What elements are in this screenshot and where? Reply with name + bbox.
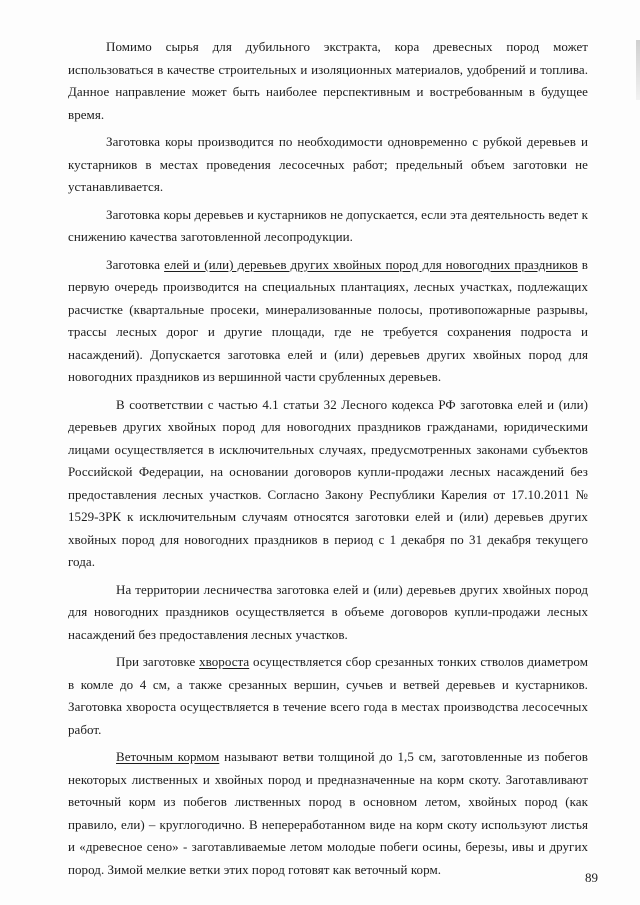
scan-edge-shadow: [636, 40, 640, 100]
paragraph-text-before: При заготовке: [116, 654, 200, 669]
paragraph-bark-restriction: Заготовка коры деревьев и кустарников не допускается, если эта деятельность ведет к снижению качества заготовленной лесопродукции.: [68, 206, 588, 244]
paragraph-christmas-trees: [68, 254, 588, 389]
paragraph-text-after: в первую очередь производится на специальных плантациях, лесных участках, подлежащих расчистке (квартальные просеки, минерализованные полосы, противопожарные разрывы, трассы лесных дорог и другие площади, где не требуется сохранения подроста и насаждений). Допускается заготовка елей и (или) деревьев других хвойных пород для новогодних праздников из вершинной части срубленных деревьев.: [68, 256, 588, 384]
paragraph-branch-fodder: [68, 746, 588, 881]
underlined-term-christmas-trees: елей и (или) деревьев других хвойных пород для новогодних праздников: [164, 256, 578, 272]
underlined-term-brushwood: хвороста: [199, 654, 250, 669]
paragraph-text-after: осуществляется сбор срезанных тонких стволов диаметром в комле до 4 см, а также срезанных вершин, сучьев и ветвей деревьев и кустарников. Заготовка хвороста осуществляется в течение всего года в местах производства лесосечных работ.: [68, 654, 589, 737]
paragraph-brushwood: [68, 651, 588, 741]
paragraph-forest-code: В соответствии с частью 4.1 статьи 32 Лесного кодекса РФ заготовка елей и (или) деревьев других хвойных пород для новогодних праздников гражданами, юридическими лицами осуществляется в исключительных случаях, предусмотренных законами субъектов Российской Федерации, на основании договоров купли-продажи лесных насаждений без предоставления лесных участков. Согласно Закону Республики Карелия от 17.10.2011 № 1529-ЗРК к исключительным случаям относятся заготовки елей и (или) деревьев других хвойных пород для новогодних праздников в период с 1 декабря по 31 декабря текущего года.: [68, 396, 588, 569]
paragraph-bark-uses: Помимо сырья для дубильного экстракта, кора древесных пород может использоваться в качестве строительных и изоляционных материалов, удобрений и топлива. Данное направление может быть наиболее перспективным и востребованным в будущее время.: [68, 39, 588, 122]
underlined-term-branch-fodder: Веточным кормом: [116, 749, 220, 764]
document-body: [68, 36, 588, 886]
paragraph-bark-harvesting: Заготовка коры производится по необходимости одновременно с рубкой деревьев и кустарников в местах проведения лесосечных работ; предельный объем заготовки не устанавливается.: [68, 134, 588, 194]
paragraph-forestry-territory: На территории лесничества заготовка елей и (или) деревьев других хвойных пород для новогодних праздников осуществляется в объеме договоров купли-продажи лесных насаждений без предоставления лесных участков.: [68, 581, 588, 642]
paragraph-text-before: Заготовка: [106, 256, 165, 272]
paragraph-text-after: называют ветви толщиной до 1,5 см, заготовленные из побегов некоторых лиственных и хвойных пород и предназначенные на корм скоту. Заготавливают веточный корм из побегов лиственных пород в основном летом, хвойных пород (как правило, ели) – круглогодично. В непереработанном виде на корм скоту используют листья и «древесное сено» - заготавливаемые летом молодые побеги осины, березы, ивы и других пород. Зимой мелкие ветки этих пород готовят как веточный корм.: [68, 749, 588, 877]
page-number: 89: [585, 870, 598, 885]
